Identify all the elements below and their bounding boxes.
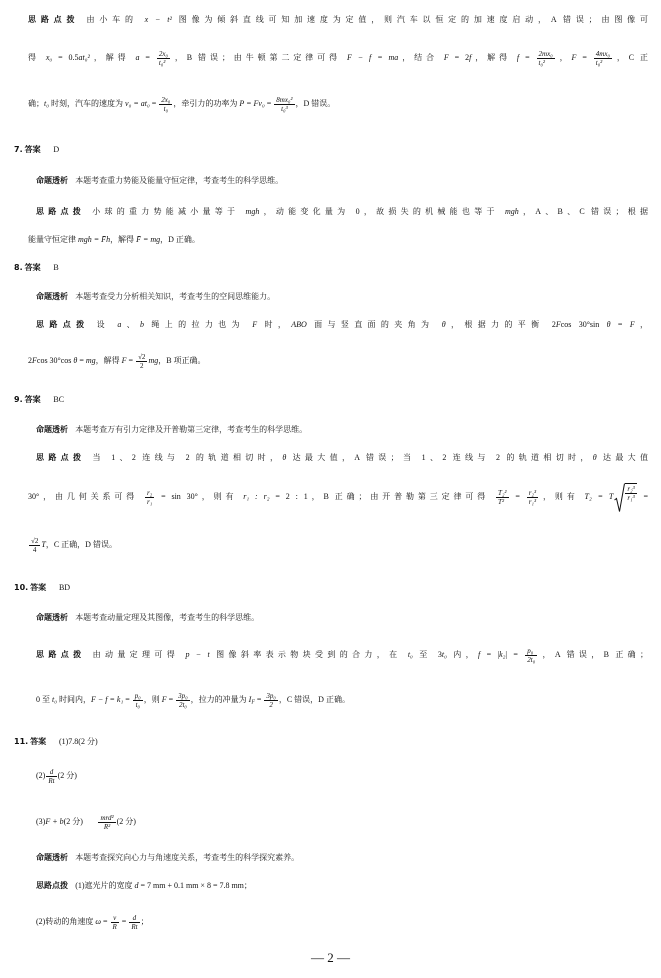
text-segment: 图像为倾斜直线可知加速度为定值，则汽车以恒定的加速度启动，A 错误；由图像可 [171, 15, 648, 24]
analysis-label: 思路点拨 [36, 650, 86, 659]
math-expression: f [516, 53, 520, 62]
question-number: 7. [14, 145, 23, 154]
math-expression: t₀ [44, 99, 50, 108]
math-expression: θ [282, 453, 287, 462]
q9-analysis-line-2 [28, 477, 648, 517]
fraction-numerator: √2 [31, 536, 39, 545]
text-segment: = sin 30°，则有 [155, 492, 244, 501]
text-segment: (2 分) [63, 817, 83, 826]
fraction-denominator: r₁³ [528, 497, 537, 506]
fraction-denominator: 2t₀ [176, 700, 189, 709]
text-segment: ，B 项正确。 [158, 356, 206, 365]
text-segment: ，牵引力的功率为 [173, 99, 240, 108]
intent-label: 命题透析 [36, 176, 68, 185]
fraction [625, 485, 636, 502]
text-segment: ，D 正确。 [160, 235, 200, 244]
fraction [98, 814, 115, 831]
q10-intent-row [36, 598, 648, 638]
math-expression: F [555, 320, 561, 329]
math-expression: v₀ = at₀ [125, 99, 150, 108]
fraction-denominator: Rt [131, 922, 138, 931]
math-expression: mgh [504, 207, 519, 216]
q11-analysis-line-2 [36, 902, 648, 942]
fraction-numerator: mrd² [100, 813, 114, 822]
intent-text: 本题考查重力势能及能量守恒定律，考查考生的科学思维。 [75, 176, 284, 185]
intent-text: 本题考查万有引力定律及开普勒第三定律，考查考生的科学思维。 [75, 425, 308, 434]
text-segment: = [576, 53, 593, 62]
text-segment: ，解得 [471, 53, 517, 62]
text-segment: = [610, 320, 630, 329]
fraction-numerator: 3p₀ [266, 691, 276, 700]
text-segment: = [119, 917, 129, 926]
fraction [157, 50, 170, 67]
text-segment: ，C 正 [612, 53, 649, 62]
text-segment: = [77, 356, 86, 365]
math-expression: F − f = k₁ [91, 695, 124, 704]
text-segment: 能量守恒定律 [28, 235, 78, 244]
answer-label: 答案 [30, 583, 47, 592]
text-segment: 得 [28, 53, 46, 62]
analysis-label: 思路点拨 [28, 15, 80, 24]
intent-label: 命题透析 [36, 292, 68, 301]
math-expression: at₀² [78, 53, 90, 62]
fraction-denominator: Rt [48, 776, 55, 785]
fraction-denominator: t₀ [133, 700, 143, 709]
text-segment: ； [140, 917, 149, 926]
math-expression: mgh = F̄h [78, 235, 111, 244]
text-segment: = [637, 492, 649, 501]
text-segment: ，A 错误，B 正确； [538, 650, 649, 659]
text-segment: ，解得 [110, 235, 137, 244]
math-expression: θ [606, 320, 611, 329]
text-segment: = 2 : 1，B 正确；由开普勒第三定律可得 [269, 492, 496, 501]
analysis-label: 思路点拨 [36, 207, 86, 216]
impulse-symbol-base: I [248, 695, 252, 704]
text-segment: = [254, 695, 264, 704]
fraction [29, 537, 40, 554]
math-expression: x₀ [45, 53, 53, 62]
q11-answer-part-3 [36, 802, 648, 842]
q10-analysis-line-1 [36, 635, 648, 675]
fraction-denominator: 2t₀ [527, 655, 536, 664]
radical-sign-icon [614, 483, 625, 512]
page-number: — 2 — [311, 950, 350, 965]
text-segment: 时刻，汽车的速度为 [49, 99, 126, 108]
fraction-numerator: r₂³ [627, 484, 635, 493]
text-segment: ，C 错误，D 正确。 [278, 695, 350, 704]
text-segment: (2 分) [57, 771, 77, 780]
fraction [46, 768, 56, 785]
q9-analysis-line-3 [28, 525, 648, 565]
fraction [525, 647, 537, 664]
text-segment: = [509, 492, 526, 501]
text-segment: (3) [36, 817, 46, 826]
math-expression: F̄ = mg [136, 235, 161, 244]
text-segment: 0 至 [36, 695, 52, 704]
fraction-numerator: √2 [138, 352, 146, 361]
text-segment: ，解得 [95, 356, 122, 365]
text-segment: ，则有 [539, 492, 585, 501]
text-segment: 小球的重力势能减小量等于 [92, 207, 246, 216]
math-expression: f [469, 53, 472, 62]
fraction-denominator: 2 [136, 361, 147, 370]
q8-analysis-line-1 [36, 305, 648, 345]
fraction-denominator: 4 [29, 545, 40, 554]
fraction-denominator: t₀² [594, 58, 612, 67]
intent-text: 本题考查动量定理及其图像，考查考生的科学思维。 [75, 613, 260, 622]
fraction [129, 914, 139, 931]
text-segment: | = [505, 650, 525, 659]
text-segment: = [519, 53, 536, 62]
fraction-denominator: r₁³ [627, 493, 635, 502]
text-segment: 达最大值 [596, 453, 649, 462]
text-segment: = 0.5 [52, 53, 79, 62]
fraction [111, 914, 119, 931]
fraction-numerator: d [132, 913, 137, 922]
text-segment: 面与竖直面的夹角为 [306, 320, 442, 329]
fraction-denominator: t₀ [159, 104, 172, 113]
math-expression: t₀ [52, 695, 58, 704]
text-segment: 图像斜率表示物块受到的合力，在 [209, 650, 408, 659]
math-expression: F [571, 53, 577, 62]
math-expression: a [117, 320, 122, 329]
text-segment: (2) [36, 771, 46, 780]
text-segment: ，D 错误。 [295, 99, 336, 108]
answer-label: 答案 [24, 395, 41, 404]
text-segment: 、 [121, 320, 141, 329]
text-segment: 当 1、2 连线与 2 的轨道相切时， [92, 453, 283, 462]
answer-value: B [53, 263, 59, 272]
text-segment: = [139, 53, 156, 62]
math-expression: P = Fv₀ [239, 99, 265, 108]
fraction [133, 692, 143, 709]
math-expression: d [134, 881, 139, 890]
fraction-numerator: 2mx₀ [538, 49, 553, 58]
fraction-numerator: p₀ [527, 646, 534, 655]
math-expression: T₂ = T [584, 492, 614, 501]
text-segment: ，C 正确，D 错误。 [45, 540, 117, 549]
math-expression: b [140, 320, 145, 329]
fraction-numerator: 8mx₀² [276, 95, 293, 104]
fraction-denominator: R² [98, 822, 115, 831]
text-segment: ，结合 [398, 53, 444, 62]
impulse-symbol-subscript: F [251, 699, 255, 706]
text-segment: 时间内， [57, 695, 92, 704]
fraction-numerator: p₀ [134, 691, 141, 700]
text-segment: (2)转动的角速度 [36, 917, 96, 926]
math-expression: F [32, 356, 37, 365]
q9-analysis-line-1 [36, 438, 648, 478]
fraction-numerator: 3p₀ [178, 691, 188, 700]
math-expression: F [252, 320, 258, 329]
answer-label: 答案 [30, 737, 47, 746]
text-segment: = [100, 917, 110, 926]
fraction-numerator: 4mx₀ [595, 49, 610, 58]
fraction-numerator: 2x₀ [161, 95, 171, 104]
text-segment: ，A、B、C 错误；根据 [518, 207, 649, 216]
square-root [614, 483, 636, 512]
answer-value: BD [58, 583, 71, 592]
fraction [264, 692, 277, 709]
fraction [594, 50, 612, 67]
analysis-label: 思路点拨 [36, 881, 68, 890]
text-segment: 时， [257, 320, 292, 329]
math-expression: F − f = ma [346, 53, 399, 62]
q11-answer-part-2 [36, 756, 648, 796]
answer-value: BC [53, 395, 65, 404]
text-segment: = | [480, 650, 500, 659]
answer-value: D [53, 145, 60, 154]
text-segment: ，拉力的冲量为 [190, 695, 249, 704]
math-expression: F + b [45, 817, 64, 826]
text-segment: ，则 [143, 695, 162, 704]
analysis-label: 思路点拨 [36, 320, 90, 329]
intent-label: 命题透析 [36, 853, 68, 862]
text-segment: = [149, 99, 159, 108]
text-segment: 设 [96, 320, 118, 329]
text-segment: (1)遮光片的宽度 [75, 881, 135, 890]
q6-analysis-line-2 [28, 38, 648, 78]
text-segment: = [126, 356, 136, 365]
text-segment: 2 [28, 356, 32, 365]
math-expression: T [41, 540, 46, 549]
math-expression: p − t [185, 650, 210, 659]
question-number: 10. [14, 583, 29, 592]
fraction-denominator: t₀³ [274, 104, 294, 113]
fraction-denominator: r₁ [147, 497, 153, 506]
math-expression: F [443, 53, 449, 62]
text-segment: 达最大值，A 错误；当 1、2 连线与 2 的轨道相切时， [286, 453, 593, 462]
intent-label: 命题透析 [36, 613, 68, 622]
text-segment: ，动能变化量为 0，故损失的机械能也等于 [259, 207, 505, 216]
intent-label: 命题透析 [36, 425, 68, 434]
fraction [136, 353, 147, 370]
text-segment: = 2 [448, 53, 470, 62]
intent-text: 本题考查探究向心力与角速度关系，考查考生的科学探究素养。 [75, 853, 300, 862]
question-number: 8. [14, 263, 23, 272]
question-number: 11. [14, 737, 29, 746]
fraction [527, 489, 538, 506]
fraction [274, 96, 294, 113]
math-expression: θ [73, 356, 78, 365]
text-segment: ，解得 [89, 53, 136, 62]
math-expression: mg [85, 356, 96, 365]
fraction [176, 692, 189, 709]
text-segment: 内， [446, 650, 479, 659]
fraction-denominator: 2 [264, 700, 277, 709]
fraction-denominator: t₀² [157, 58, 170, 67]
fraction-numerator: 2x₀ [158, 49, 168, 58]
text-segment: cos 30°cos [36, 356, 74, 365]
question-number: 9. [14, 395, 23, 404]
q10-analysis-line-2 [36, 680, 648, 720]
fraction-denominator: R [112, 922, 117, 931]
answer-label: 答案 [24, 145, 41, 154]
math-expression: a [135, 53, 140, 62]
q6-analysis-line-3 [28, 84, 648, 124]
text-segment: 30°，由几何关系可得 [28, 492, 144, 501]
fraction-numerator: r₂ [147, 488, 153, 497]
answer-label: 答案 [24, 263, 41, 272]
text-segment: cos 30°sin [560, 320, 607, 329]
math-expression: ω [95, 917, 101, 926]
fraction-numerator: d [49, 767, 54, 776]
math-expression: t₀ [441, 650, 447, 659]
math-expression: mgh [245, 207, 260, 216]
analysis-label: 思路点拨 [36, 453, 86, 462]
math-expression: F [629, 320, 635, 329]
math-expression: ABO [291, 320, 307, 329]
text-segment: 由动量定理可得 [92, 650, 186, 659]
math-expression: θ [441, 320, 446, 329]
intent-text: 本题考查受力分析相关知识，考查考生的空间思维能力。 [75, 292, 276, 301]
math-expression: r₁ : r₂ [243, 492, 270, 501]
text-segment: ， [555, 53, 572, 62]
math-expression: t₀ [407, 650, 413, 659]
text-segment: 绳上的拉力也为 [144, 320, 253, 329]
text-segment: = [264, 99, 274, 108]
fraction-numerator: T₂² [498, 488, 507, 497]
text-segment: ，根据力的平衡 2 [445, 320, 556, 329]
fraction [145, 489, 154, 506]
math-expression: F [121, 356, 127, 365]
math-expression: F [161, 695, 167, 704]
fraction-denominator: T² [496, 497, 508, 506]
fraction-numerator: r₂³ [528, 488, 537, 497]
math-expression: x − t² [144, 15, 172, 24]
text-segment: ，B 错误；由牛顿第二定律可得 [170, 53, 347, 62]
text-segment: 确； [28, 99, 44, 108]
text-segment: 由小车的 [86, 15, 145, 24]
text-segment: (2 分) [116, 817, 136, 826]
text-segment: = 7 mm + 0.1 mm × 8 = 7.8 mm； [138, 881, 252, 890]
text-segment: = [166, 695, 176, 704]
fraction [159, 96, 172, 113]
fraction [537, 50, 555, 67]
fraction [496, 489, 508, 506]
math-expression: θ [592, 453, 597, 462]
fraction-numerator: v [113, 913, 117, 922]
math-expression: mg [148, 356, 159, 365]
radicand [625, 483, 636, 502]
text-segment: 至 3 [412, 650, 442, 659]
fraction-denominator: t₀² [537, 58, 555, 67]
answer-value: (1)7.8(2 分) [58, 737, 98, 746]
q11-analysis-line-1 [36, 866, 648, 906]
math-expression: k₂ [499, 650, 506, 659]
math-expression: f [478, 650, 481, 659]
q8-analysis-line-2 [28, 341, 648, 381]
text-segment: = [123, 695, 132, 704]
q6-analysis-line-1 [28, 0, 648, 40]
text-segment: ， [634, 320, 649, 329]
